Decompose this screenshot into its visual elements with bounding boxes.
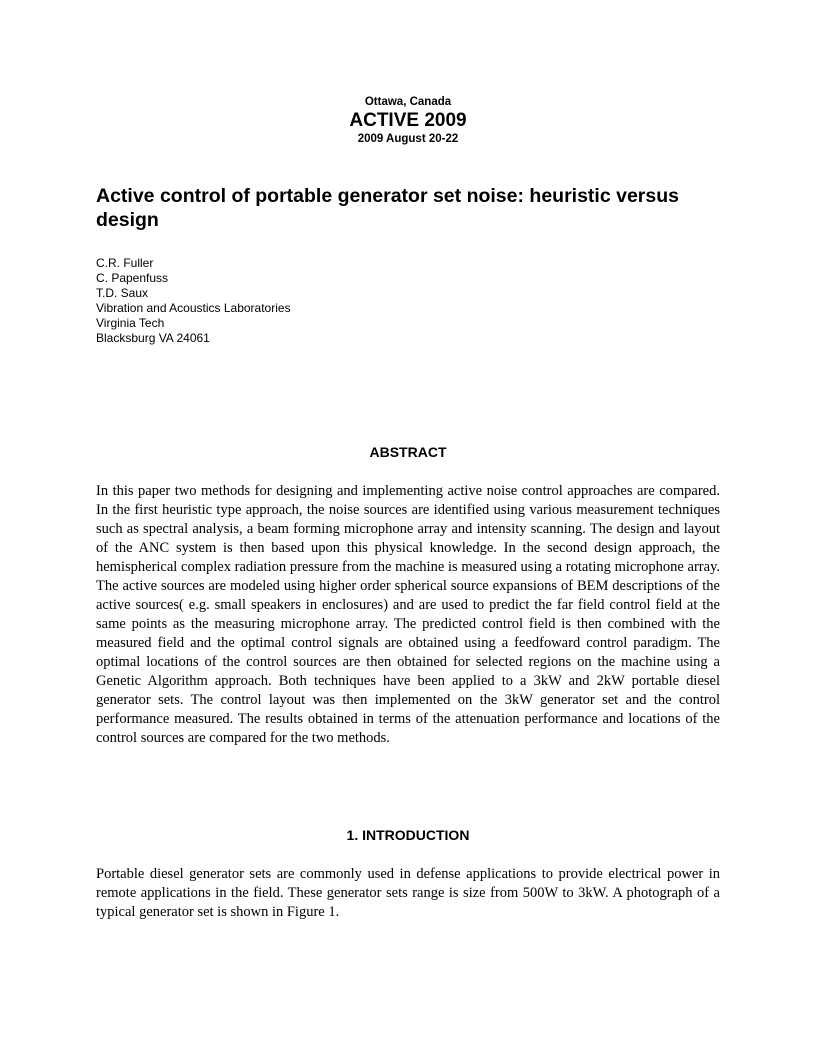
author-name: T.D. Saux	[96, 286, 149, 300]
conference-date: 2009 August 20-22	[357, 133, 459, 145]
affiliation-address: Blacksburg VA 24061	[96, 331, 210, 345]
author-block	[96, 256, 291, 346]
affiliation-university: Virginia Tech	[96, 316, 165, 330]
abstract-heading: ABSTRACT	[369, 444, 447, 460]
conference-name: ACTIVE 2009	[349, 110, 467, 131]
author-name: C.R. Fuller	[96, 256, 154, 270]
affiliation-lab: Vibration and Acoustics Laboratories	[96, 301, 291, 315]
abstract-text: In this paper two methods for designing and implementing active noise control approaches are compared. In the first heuristic type approach, the noise sources are identified using various measurement techniques such as spectral analysis, a beam forming microphone array and intensity scanning. The design and layout of the ANC system is then based upon this physical knowledge. In the second design approach, the hemispherical complex radiation pressure from the machine is measured using a rotating microphone array. The active sources are modeled using higher order spherical source expansions of BEM descriptions of the active sources( e.g. small speakers in enclosures) and are used to predict the far field control field at the same points as the measuring microphone array. The predicted control field is then combined with the measured field and the optimal control signals are obtained using a feedfoward control paradigm. The optimal locations of the control sources are then obtained for selected regions on the machine using a Genetic Algorithm approach. Both techniques have been applied to a 3kW and 2kW portable diesel generator sets. The control layout was then implemented on the 3kW generator set and the control performance measured. The results obtained in terms of the attenuation performance and locations of the control sources are compared for the two methods.	[96, 483, 720, 746]
introduction-text: Portable diesel generator sets are commonly used in defense applications to provide electrical power in remote applications in the field. These generator sets range is size from 500W to 3kW. A photograph of a typical generator set is shown in Figure 1.	[96, 866, 720, 920]
paper-title: Active control of portable generator set noise: heuristic versus design	[96, 185, 679, 231]
introduction-heading: 1. INTRODUCTION	[346, 827, 470, 843]
conference-location: Ottawa, Canada	[364, 96, 452, 108]
author-name: C. Papenfuss	[96, 271, 169, 285]
conference-header	[0, 94, 816, 146]
